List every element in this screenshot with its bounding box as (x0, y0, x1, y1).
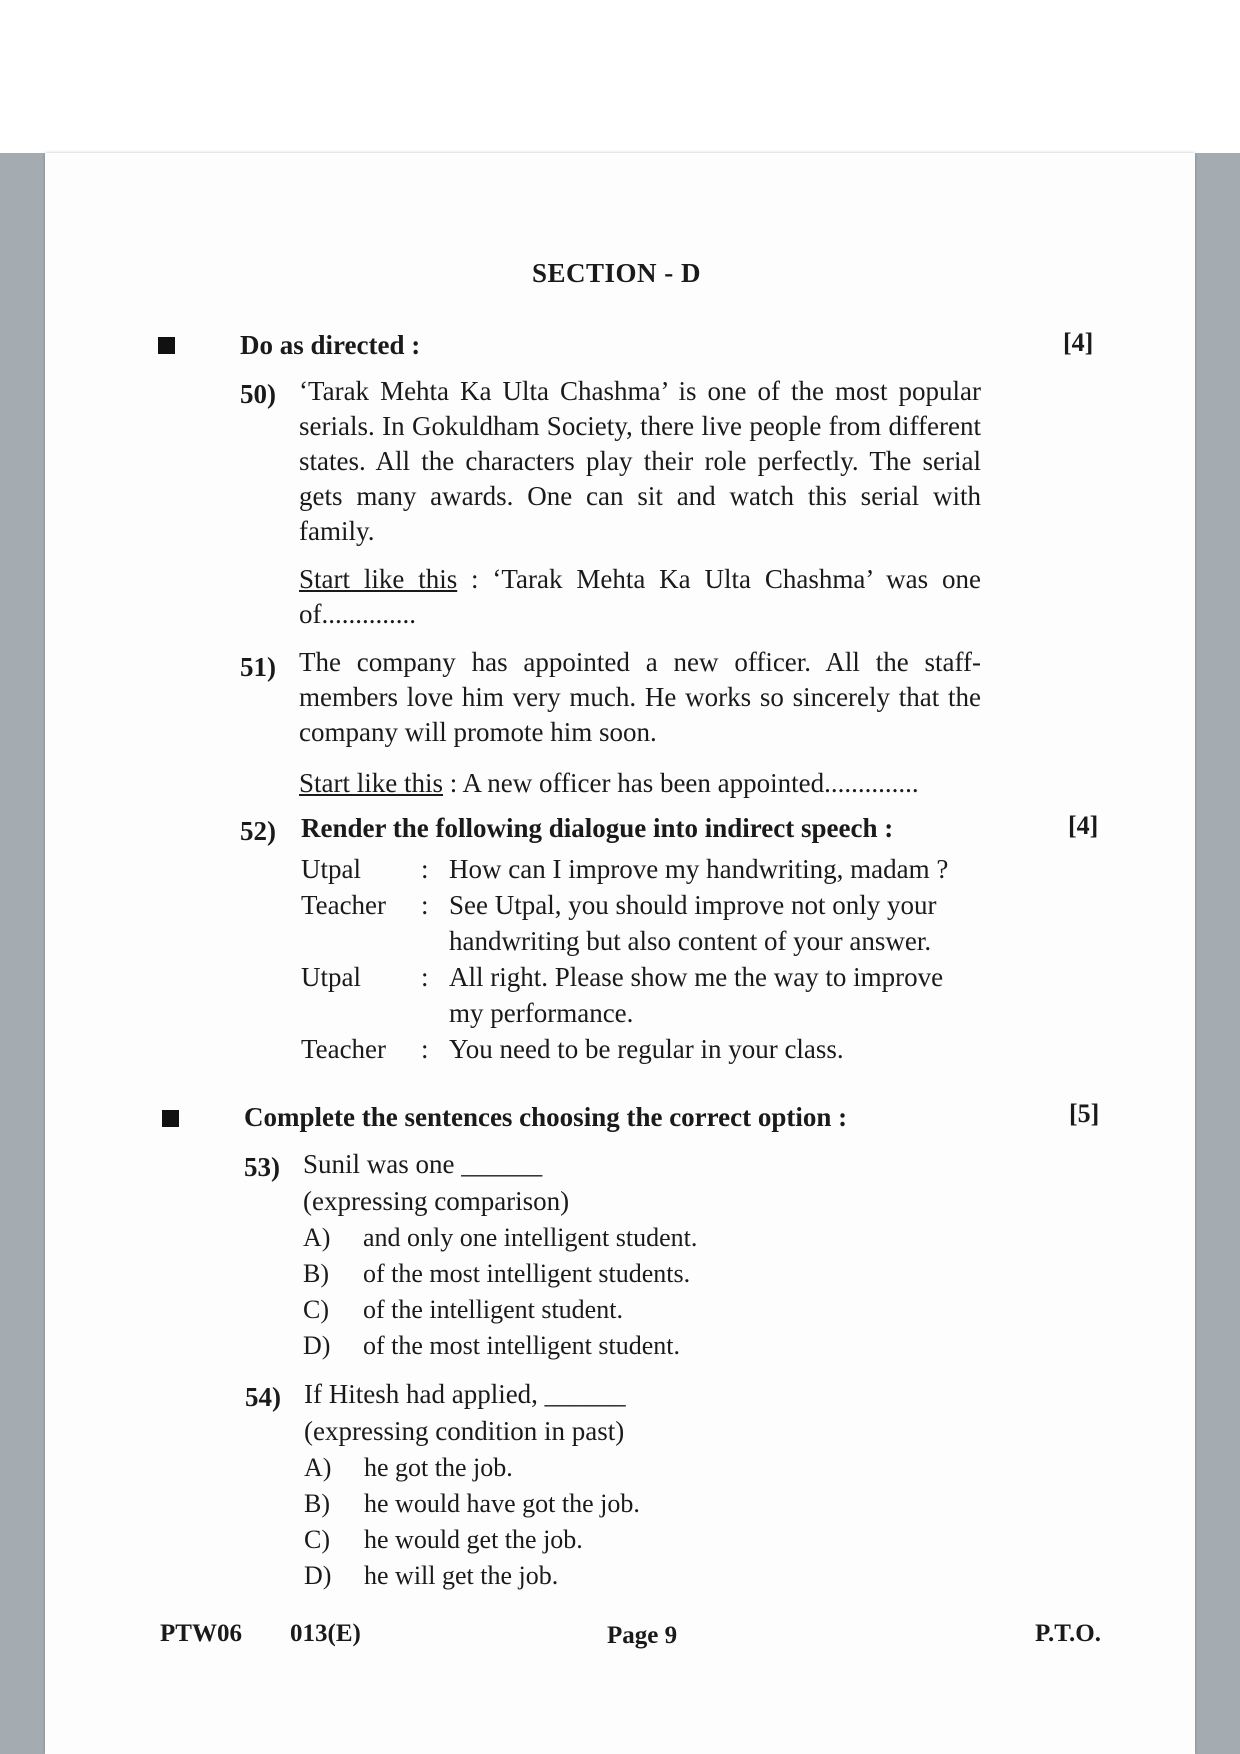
utterance: See Utpal, you should improve not only your handwriting but also content of your answer. (449, 890, 937, 956)
option-letter: D) (304, 1561, 332, 1590)
separator: : (421, 890, 429, 920)
option (304, 1522, 583, 1558)
option-letter: C) (303, 1295, 329, 1324)
option (303, 1328, 680, 1364)
question-50-start (299, 562, 981, 632)
option-text: he would have got the job. (364, 1489, 640, 1518)
start-text: : A new officer has been appointed.............. (443, 768, 919, 798)
start-text: : ‘Tarak Mehta Ka Ulta Chashma’ was one of.............. (299, 564, 981, 629)
option-text: he would get the job. (364, 1525, 583, 1554)
part2-heading: Complete the sentences choosing the correct option : (244, 1102, 848, 1132)
question-number: 54) (245, 1382, 281, 1412)
footer-paper: 013(E) (290, 1620, 361, 1647)
page-number: Page 9 (607, 1622, 678, 1649)
option (303, 1220, 697, 1256)
option-letter: B) (304, 1489, 330, 1518)
question-53-text: Sunil was one ______ (303, 1149, 543, 1179)
question-52-heading: Render the following dialogue into indirect speech : (301, 813, 894, 843)
option-text: of the most intelligent students. (363, 1259, 691, 1288)
option (304, 1558, 558, 1594)
speaker: Utpal (301, 854, 361, 884)
speaker: Teacher (301, 1034, 387, 1064)
question-number: 51) (240, 652, 276, 682)
option (303, 1256, 690, 1292)
utterance: All right. Please show me the way to improve my performance. (449, 962, 944, 1028)
footer-pto: P.T.O. (1035, 1620, 1101, 1647)
option (304, 1486, 640, 1522)
question-number: 50) (240, 379, 276, 409)
question-51-start (299, 766, 919, 801)
question-54-hint: (expressing condition in past) (304, 1416, 625, 1446)
speaker: Utpal (301, 962, 361, 992)
option (303, 1292, 623, 1328)
question-54-text: If Hitesh had applied, ______ (304, 1379, 626, 1409)
option-text: of the intelligent student. (363, 1295, 623, 1324)
question-52-marks: [4] (1068, 811, 1099, 840)
separator: : (421, 1034, 429, 1064)
utterance: You need to be regular in your class. (449, 1034, 844, 1064)
bullet-icon (158, 337, 175, 354)
start-label: Start like this (299, 768, 443, 798)
part1-marks: [4] (1063, 328, 1094, 357)
separator: : (421, 854, 429, 884)
part2-marks: [5] (1069, 1099, 1100, 1128)
option-letter: B) (303, 1259, 329, 1288)
question-51-text: The company has appointed a new officer. All the staff-members love him very much. He works so sincerely that the company will promote him soon. (299, 647, 981, 747)
option-letter: A) (304, 1453, 332, 1482)
bullet-icon (162, 1110, 179, 1127)
part1-heading: Do as directed : (240, 330, 421, 360)
question-50-text: ‘Tarak Mehta Ka Ulta Chashma’ is one of the most popular serials. In Gokuldham Society, there live people from different states. All the characters play their role perfectly. The serial gets many awards. One can sit and watch this serial with family. (299, 376, 981, 546)
option-letter: A) (303, 1223, 331, 1252)
option-text: of the most intelligent student. (363, 1331, 681, 1360)
speaker: Teacher (301, 890, 387, 920)
option-text: he will get the job. (364, 1561, 559, 1590)
option-letter: C) (304, 1525, 330, 1554)
option-text: and only one intelligent student. (363, 1223, 698, 1252)
separator: : (421, 962, 429, 992)
question-number: 53) (244, 1152, 280, 1182)
section-title: SECTION - D (532, 258, 702, 288)
question-53-hint: (expressing comparison) (303, 1186, 570, 1216)
question-number: 52) (240, 816, 276, 846)
option (304, 1450, 513, 1486)
option-text: he got the job. (364, 1453, 513, 1482)
start-label: Start like this (299, 564, 458, 594)
utterance: How can I improve my handwriting, madam ? (449, 854, 949, 884)
footer-code: PTW06 (160, 1620, 242, 1647)
option-letter: D) (303, 1331, 331, 1360)
